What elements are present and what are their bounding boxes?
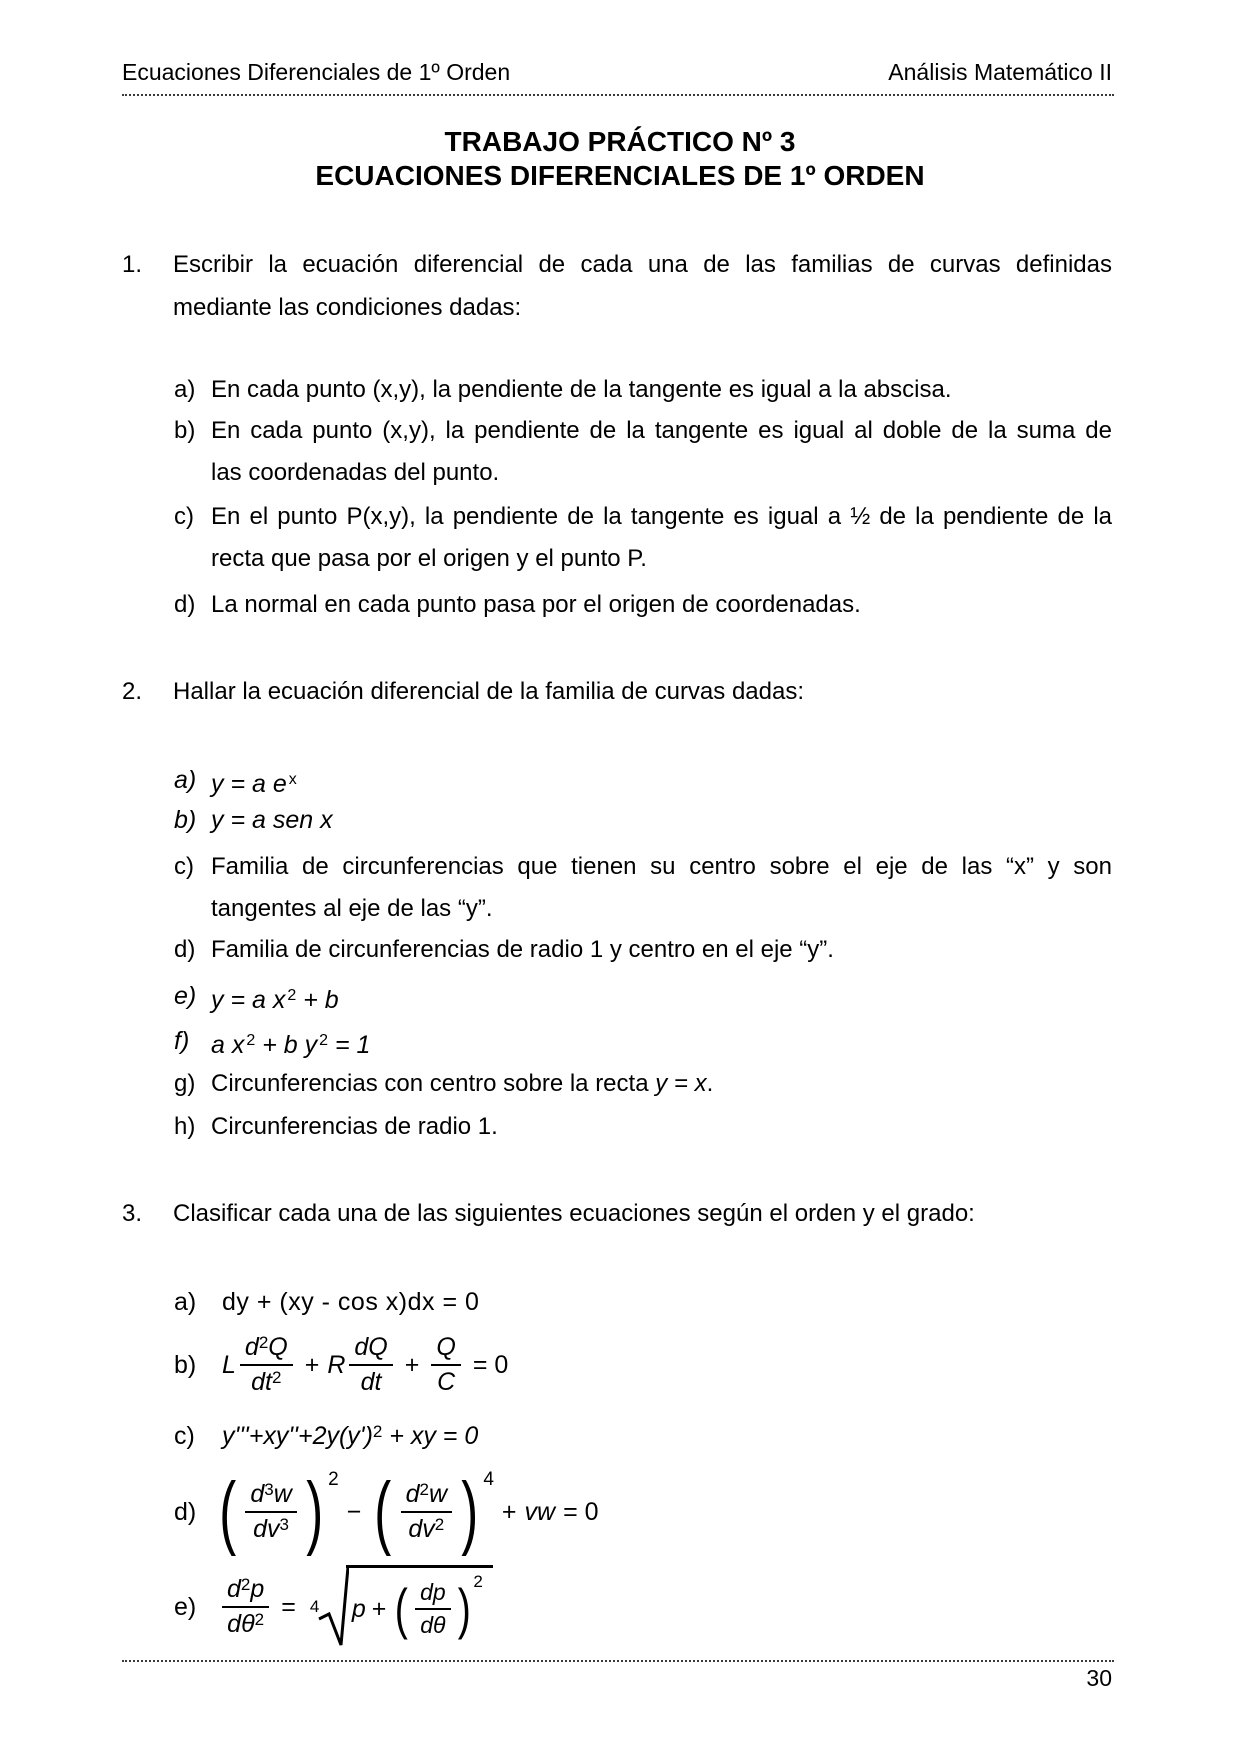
item-2d-text: Familia de circunferencias de radio 1 y centro en el eje “y”.	[211, 936, 834, 963]
item-2c-line-2: tangentes al eje de las “y”.	[211, 895, 493, 922]
section-1-number: 1.	[122, 251, 143, 278]
section-2-heading-text: Hallar la ecuación diferencial de la familia de curvas dadas:	[173, 678, 805, 705]
item-2a	[122, 764, 1112, 800]
section-3-number: 3.	[122, 1200, 143, 1227]
item-2e-equation: y = a x $^2$ + b	[211, 986, 339, 1014]
plus-operator: +	[371, 1594, 387, 1623]
item-1b-label: b)	[174, 417, 196, 444]
exponent: 2	[246, 1032, 256, 1049]
radical-symbol	[317, 1565, 349, 1649]
equation-3e	[174, 1564, 493, 1650]
section-2-heading	[122, 678, 1112, 706]
exponent: 2	[319, 1032, 329, 1049]
fraction-Q-C: $\frac{Q}{C}$	[431, 1333, 460, 1397]
item-2a-equation: y = a e $^x$	[211, 770, 297, 798]
paren-group-1	[214, 1466, 339, 1557]
item-1a	[122, 376, 1112, 404]
fraction-dQ-dt: dQ dt	[349, 1333, 392, 1397]
item-2h-label: h)	[174, 1113, 196, 1140]
inline-math: y = x	[655, 1070, 707, 1097]
plus-operator: +	[501, 1497, 517, 1526]
paren-group-2	[369, 1466, 494, 1557]
equation-3c-text: $y'''+xy''+2y(y')^2$ + xy = 0	[222, 1422, 479, 1450]
item-2g	[122, 1070, 1112, 1098]
equals-zero: = 0	[472, 1350, 509, 1379]
equation-3d	[174, 1466, 607, 1558]
item-2c-line-1: Familia de circunferencias que tienen su centro sobre el eje de las “x” y son	[211, 853, 1112, 880]
equation-3a-text: dy + (xy - cos x)dx = 0	[222, 1288, 480, 1316]
item-2b-equation: y = a sen x	[211, 806, 333, 834]
fraction-d2p-dtheta2: $\frac{d^2p}{d\theta^2}$	[222, 1575, 269, 1639]
section-2-number: 2.	[122, 678, 143, 705]
item-2h	[122, 1113, 1112, 1141]
equation-3c	[174, 1422, 478, 1451]
item-2f	[122, 1025, 1112, 1061]
radical-group	[310, 1565, 493, 1649]
item-3a-label: a)	[174, 1288, 197, 1316]
right-paren: )	[305, 1466, 323, 1557]
item-2h-text: Circunferencias de radio 1.	[211, 1113, 498, 1140]
item-2d-label: d)	[174, 936, 196, 963]
item-1a-label: a)	[174, 376, 196, 403]
fraction-d3w-dv3: $d^3w$ $dv^3$	[245, 1480, 296, 1544]
exponent: 2	[372, 1422, 383, 1441]
header-divider	[122, 94, 1114, 96]
item-1a-text: En cada punto (x,y), la pendiente de la tangente es igual a la abscisa.	[211, 376, 952, 403]
right-paren: )	[457, 1577, 471, 1640]
item-2g-text: Circunferencias con centro sobre la recta y = x.	[211, 1070, 714, 1097]
item-2b	[122, 804, 1112, 836]
item-3b-label: b)	[174, 1350, 197, 1379]
plus-operator: +	[304, 1350, 320, 1379]
item-1d-text: La normal en cada punto pasa por el origen de coordenadas.	[211, 591, 861, 618]
header-course-title: Ecuaciones Diferenciales de 1º Orden	[122, 59, 511, 85]
radical-index: 4	[309, 1597, 320, 1616]
item-1c	[122, 496, 1112, 580]
item-1c-line-2: recta que pasa por el origen y el punto P.	[211, 545, 647, 572]
equals-zero: = 0	[563, 1497, 599, 1526]
section-3-heading-text: Clasificar cada una de las siguientes ecuaciones según el orden y el grado:	[173, 1200, 975, 1227]
fraction-d2Q-dt2: $d^2Q$ $dt^2$	[240, 1333, 293, 1397]
item-3c-label: c)	[174, 1422, 195, 1450]
left-paren: (	[395, 1577, 409, 1640]
equals-operator: =	[281, 1592, 296, 1621]
item-2d	[122, 936, 1112, 964]
item-3d-label: d)	[174, 1497, 197, 1526]
group-exponent: 4	[483, 1469, 494, 1490]
right-paren: )	[461, 1466, 479, 1557]
item-1b	[122, 410, 1112, 494]
group-exponent: 2	[473, 1572, 483, 1591]
header-subject-title: Análisis Matemático II	[888, 59, 1112, 85]
section-1-heading-line-2: mediante las condiciones dadas:	[173, 294, 522, 321]
item-1b-line-2: las coordenadas del punto.	[211, 459, 500, 486]
item-2e-label: e)	[174, 982, 197, 1010]
left-paren: (	[374, 1466, 392, 1557]
item-1b-line-1: En cada punto (x,y), la pendiente de la tangente es igual al doble de la suma de	[211, 417, 1112, 444]
plus-operator: +	[404, 1350, 420, 1379]
item-2f-label: f)	[174, 1027, 190, 1055]
item-1d-label: d)	[174, 591, 196, 618]
page-title-line-2: ECUACIONES DIFERENCIALES DE 1º ORDEN	[315, 160, 925, 191]
left-paren: (	[219, 1466, 237, 1557]
exponent: 2	[287, 987, 297, 1004]
item-2f-equation: a x $^2$ + b y $^2$ = 1	[211, 1031, 371, 1059]
item-2c	[122, 846, 1112, 930]
equation-3b	[174, 1330, 516, 1400]
fraction-d2w-dv2: $d^2w$ $dv^2$	[401, 1480, 452, 1544]
section-1-heading-line-1: Escribir la ecuación diferencial de cada una de las familias de curvas definidas	[173, 251, 1112, 278]
minus-operator: −	[346, 1497, 362, 1526]
radicand: p + ( dp dθ ) 2	[346, 1565, 493, 1648]
fraction-dp-dtheta: dp dθ	[415, 1579, 451, 1639]
item-2a-label: a)	[174, 766, 197, 794]
page-title-line-1: TRABAJO PRÁCTICO Nº 3	[444, 126, 796, 157]
section-1-heading	[122, 243, 1112, 329]
item-2e	[122, 980, 1112, 1016]
item-3e-label: e)	[174, 1592, 197, 1621]
page-number: 30	[1086, 1665, 1112, 1691]
item-2b-label: b)	[174, 806, 197, 834]
group-exponent: 2	[328, 1469, 339, 1490]
item-1c-line-1: En el punto P(x,y), la pendiente de la tangente es igual a ½ de la pendiente de la	[211, 503, 1112, 530]
item-2g-label: g)	[174, 1070, 196, 1097]
coefficient-R: R	[327, 1350, 346, 1379]
exponent: x	[288, 771, 297, 788]
item-1c-label: c)	[174, 503, 194, 530]
footer-divider	[122, 1660, 1114, 1662]
variables-vw: vw	[524, 1497, 556, 1526]
item-2c-label: c)	[174, 853, 194, 880]
coefficient-L: L	[222, 1350, 236, 1379]
equation-3a	[174, 1288, 479, 1317]
section-3-heading	[122, 1200, 1112, 1228]
item-1d	[122, 591, 1112, 619]
